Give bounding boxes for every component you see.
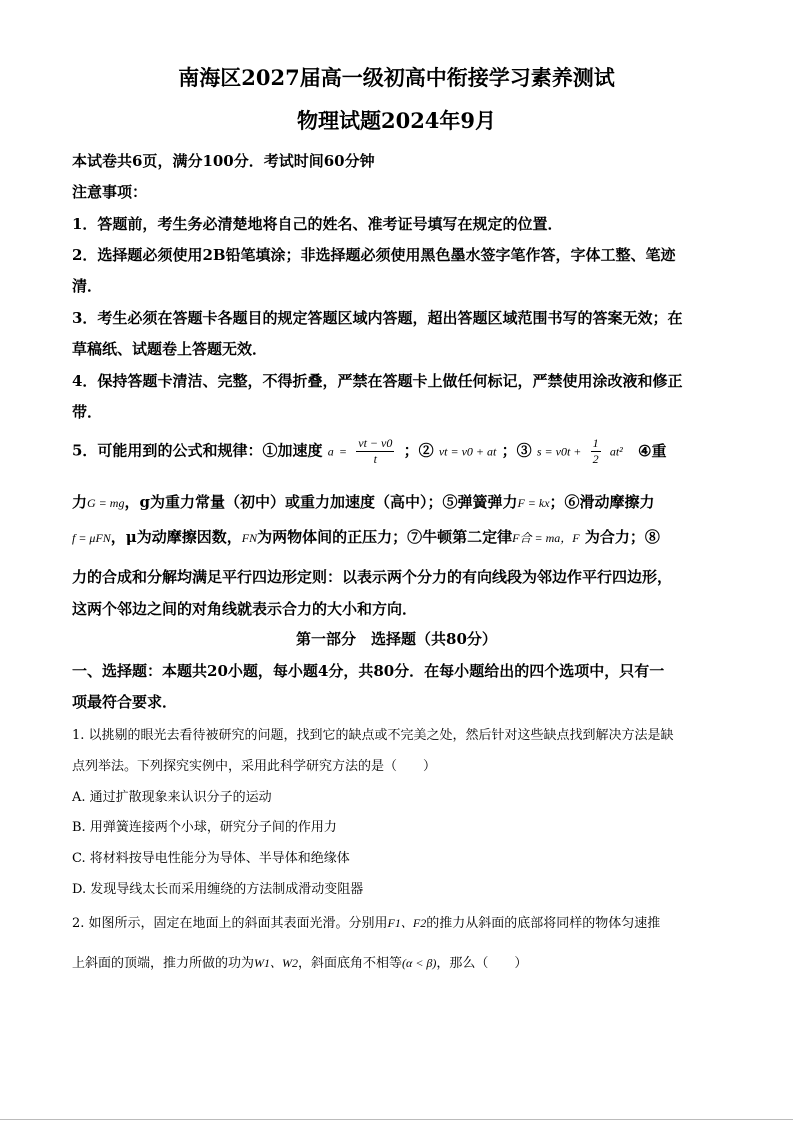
half-fraction [591, 436, 601, 467]
question-2-angles: (α < β) [402, 956, 437, 970]
formula-sep-4: ④重 [638, 441, 667, 460]
net-force-desc: 为合力；⑧ [584, 528, 660, 546]
gravity-label: 力 [72, 493, 88, 511]
formula-sep-2: ；② [403, 441, 434, 460]
friction-desc: ，μ为动摩擦因数， [110, 528, 242, 546]
formula-intro: 5．可能用到的公式和规律：①加速度 [72, 441, 323, 460]
acceleration-fraction [356, 436, 394, 467]
question-2-text-d: ，斜面底角不相等 [298, 956, 403, 971]
question-2-text-c: 上斜面的顶端，推力所做的功为 [72, 956, 255, 971]
notice-item-2-line-2: 清． [72, 277, 103, 295]
spring-formula: F = kx [517, 496, 550, 510]
formula-line-2 [72, 491, 655, 512]
question-2-works: W1、W2 [254, 956, 299, 970]
question-2-forces: F1、F2 [387, 916, 427, 930]
acceleration-numerator: vt − v0 [358, 436, 393, 450]
gravity-formula: G = mg [87, 496, 125, 510]
notice-item-3-line-2: 草稿纸、试题卷上答题无效． [72, 340, 268, 358]
formula-line-1: 5．可能用到的公式和规律：①加速度 a = $\frac{vt - v0}{t}$ ；② vt = v0 + at ；③ s = v0t + $\frac{1}{2}$ at² ④重 [72, 436, 667, 466]
friction-formula: f = μFN [72, 531, 111, 545]
acceleration-symbol: a [327, 444, 334, 459]
displacement-formula-lhs: s = v0t + [536, 444, 582, 459]
half-denominator: 2 [592, 452, 599, 466]
displacement-formula-rhs: at² [609, 444, 623, 459]
exam-summary: 本试卷共6页，满分100分．考试时间60分钟 [72, 152, 375, 170]
notice-item-4-line-1: 4．保持答题卡清洁、完整，不得折叠，严禁在答题卡上做任何标记，严禁使用涂改液和修正 [72, 372, 683, 390]
friction-label: ；⑥滑动摩擦力 [549, 493, 655, 511]
question-1-option-b: B. 用弹簧连接两个小球，研究分子间的作用力 [72, 820, 337, 835]
formula-sep-3: ；③ [501, 441, 532, 460]
question-1-option-a: A. 通过扩散现象来认识分子的运动 [72, 790, 272, 805]
part1-instruction-line-2: 项最符合要求． [72, 693, 178, 711]
part1-instruction-line-1: 一、选择题：本题共20小题，每小题4分，共80分．在每小题给出的四个选项中，只有一 [72, 662, 665, 680]
question-2-text-a: 2. 如图所示，固定在地面上的斜面其表面光滑。分别用 [72, 916, 388, 931]
question-1-option-c: C. 将材料按导电性能分为导体、半导体和绝缘体 [72, 851, 350, 866]
notice-item-4-line-2: 带． [72, 403, 103, 421]
notice-item-2-line-1: 2．选择题必须使用2B铅笔填涂；非选择题必须使用黑色墨水签字笔作答，字体工整、笔迹 [72, 246, 676, 264]
exam-title: 南海区2027届高一级初高中衔接学习素养测试 [178, 65, 615, 90]
question-2-text-e: ，那么（ ） [436, 956, 528, 971]
half-numerator: 1 [592, 436, 599, 450]
notice-item-1: 1．答题前，考生务必清楚地将自己的姓名、准考证号填写在规定的位置． [72, 215, 563, 233]
notice-heading: 注意事项： [72, 183, 148, 201]
normal-force-symbol: FN [241, 531, 258, 545]
normal-force-desc: 为两物体间的正压力；⑦牛顿第二定律 [257, 528, 513, 546]
exam-subtitle: 物理试题2024年9月 [296, 108, 497, 133]
question-2-text-b: 的推力从斜面的底部将同样的物体匀速推 [426, 916, 661, 931]
newton-formula: F合 = ma，F [512, 531, 580, 545]
formula-line-4: 力的合成和分解均满足平行四边形定则：以表示两个分力的有向线段为邻边作平行四边形， [72, 568, 673, 586]
notice-item-3-line-1: 3．考生必须在答题卡各题目的规定答题区域内答题，超出答题区域范围书写的答案无效；在 [72, 309, 683, 327]
formula-line-5: 这两个邻边之间的对角线就表示合力的大小和方向． [72, 600, 418, 618]
question-2-line-2 [72, 952, 527, 971]
question-2-line-1 [72, 912, 660, 931]
question-1-line-1: 1. 以挑剔的眼光去看待被研究的问题，找到它的缺点或不完美之处，然后针对这些缺点找到解决方法是缺 [72, 728, 674, 743]
question-1-line-2: 点列举法。下列探究实例中，采用此科学研究方法的是（ ） [72, 759, 437, 774]
part1-heading: 第一部分 选择题（共80分） [296, 630, 497, 648]
acceleration-denominator: t [373, 452, 377, 466]
page-bottom-rule [0, 1119, 793, 1120]
formula-line-3 [72, 526, 660, 547]
question-1-option-d: D. 发现导线太长而采用缠绕的方法制成滑动变阻器 [72, 882, 364, 897]
gravity-desc: ，g为重力常量（初中）或重力加速度（高中）；⑤弹簧弹力 [124, 493, 518, 511]
velocity-formula: vt = v0 + at [438, 444, 497, 459]
